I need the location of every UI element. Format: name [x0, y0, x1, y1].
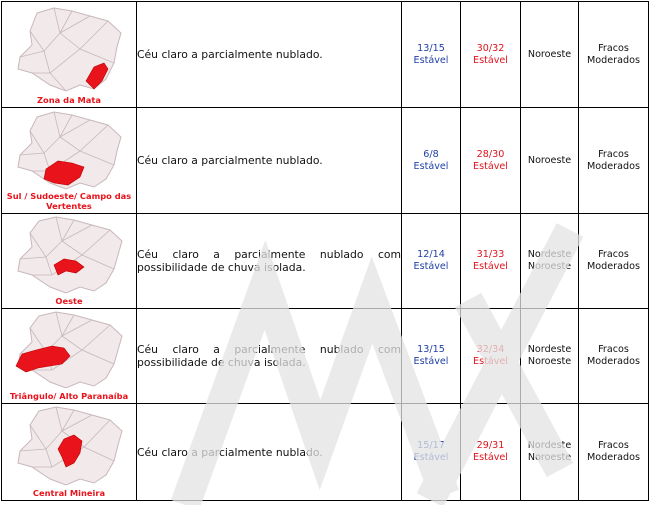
region-label: Sul / Sudoeste/ Campo das Vertentes	[6, 191, 132, 211]
min-temperature-cell	[402, 404, 461, 501]
condition-cell: Céu claro a parcialmente nublado com possibilidade de chuva isolada.	[137, 214, 402, 309]
region-map-cell	[2, 309, 137, 404]
wind-direction-cell	[521, 404, 579, 501]
table-row	[2, 2, 649, 108]
region-map-central-mineira	[2, 405, 135, 500]
wind-direction: Noroeste	[527, 261, 572, 272]
region-label: Zona da Mata	[37, 95, 101, 105]
region-label: Triângulo/ Alto Paranaíba	[9, 391, 129, 401]
max-temperature-cell	[461, 404, 521, 501]
max-temperature-cell	[461, 309, 521, 404]
wind-direction-cell	[521, 108, 579, 214]
wind-direction-cell	[521, 2, 579, 108]
wind-intensity: Fracos	[598, 440, 629, 451]
min-temperature: 12/14	[417, 249, 445, 260]
wind-direction: Nordeste	[527, 344, 572, 355]
min-temperature: 13/15	[417, 42, 445, 54]
wind-intensity-cell	[579, 108, 649, 214]
wind-direction: Nordeste	[527, 249, 572, 260]
min-temperature-cell	[402, 309, 461, 404]
max-temperature-cell	[461, 108, 521, 214]
wind-intensity: Moderados	[587, 160, 640, 172]
region-map-cell	[2, 214, 137, 309]
max-temperature-trend: Estável	[473, 160, 508, 172]
forecast-table	[1, 1, 649, 501]
wind-intensity: Moderados	[587, 54, 640, 66]
table-row	[2, 309, 649, 404]
max-temperature-trend: Estável	[473, 261, 508, 272]
min-temperature-cell	[402, 108, 461, 214]
region-map-zona-da-mata	[2, 3, 135, 107]
region-map-cell	[2, 2, 137, 108]
max-temperature-trend: Estável	[473, 356, 508, 367]
wind-intensity: Fracos	[598, 42, 629, 54]
min-temperature: 15/17	[417, 440, 445, 451]
table-row	[2, 404, 649, 501]
wind-intensity: Moderados	[587, 261, 640, 272]
min-temperature-trend: Estável	[413, 356, 449, 367]
wind-intensity-cell	[579, 309, 649, 404]
table-row	[2, 214, 649, 309]
min-temperature-cell	[402, 214, 461, 309]
wind-intensity: Moderados	[587, 452, 640, 463]
condition-cell: Céu claro a parcialmente nublado com possibilidade de chuva isolada.	[137, 309, 402, 404]
wind-intensity-cell	[579, 2, 649, 108]
condition-cell: Céu claro a parcialmente nublado.	[137, 404, 402, 501]
max-temperature: 28/30	[476, 148, 505, 160]
region-label: Oeste	[55, 296, 83, 306]
wind-intensity: Fracos	[598, 148, 629, 160]
table-row	[2, 108, 649, 214]
wind-intensity-cell	[579, 214, 649, 309]
max-temperature: 32/34	[476, 344, 505, 355]
wind-direction: Noroeste	[527, 154, 572, 166]
wind-direction: Noroeste	[527, 356, 572, 367]
min-temperature-cell	[402, 2, 461, 108]
max-temperature-trend: Estável	[473, 54, 508, 66]
region-map-cell	[2, 108, 137, 214]
region-label: Central Mineira	[32, 488, 106, 498]
min-temperature: 13/15	[417, 344, 445, 355]
min-temperature: 6/8	[423, 148, 439, 160]
wind-direction-cell	[521, 309, 579, 404]
min-temperature-trend: Estável	[413, 54, 449, 66]
condition-cell: Céu claro a parcialmente nublado.	[137, 108, 402, 214]
max-temperature: 29/31	[476, 440, 505, 451]
max-temperature-cell	[461, 2, 521, 108]
max-temperature-trend: Estável	[473, 452, 508, 463]
wind-intensity: Moderados	[587, 356, 640, 367]
min-temperature-trend: Estável	[413, 261, 449, 272]
region-map-oeste	[2, 215, 135, 308]
min-temperature-trend: Estável	[413, 452, 449, 463]
wind-intensity: Fracos	[598, 344, 629, 355]
wind-intensity-cell	[579, 404, 649, 501]
region-map-triangulo	[2, 310, 135, 403]
region-map-cell	[2, 404, 137, 501]
min-temperature-trend: Estável	[413, 160, 449, 172]
wind-direction: Nordeste	[527, 440, 572, 451]
wind-direction: Noroeste	[527, 452, 572, 463]
condition-cell: Céu claro a parcialmente nublado.	[137, 2, 402, 108]
max-temperature: 30/32	[476, 42, 505, 54]
wind-direction: Noroeste	[527, 48, 572, 60]
wind-intensity: Fracos	[598, 249, 629, 260]
wind-direction-cell	[521, 214, 579, 309]
max-temperature: 31/33	[476, 249, 505, 260]
max-temperature-cell	[461, 214, 521, 309]
